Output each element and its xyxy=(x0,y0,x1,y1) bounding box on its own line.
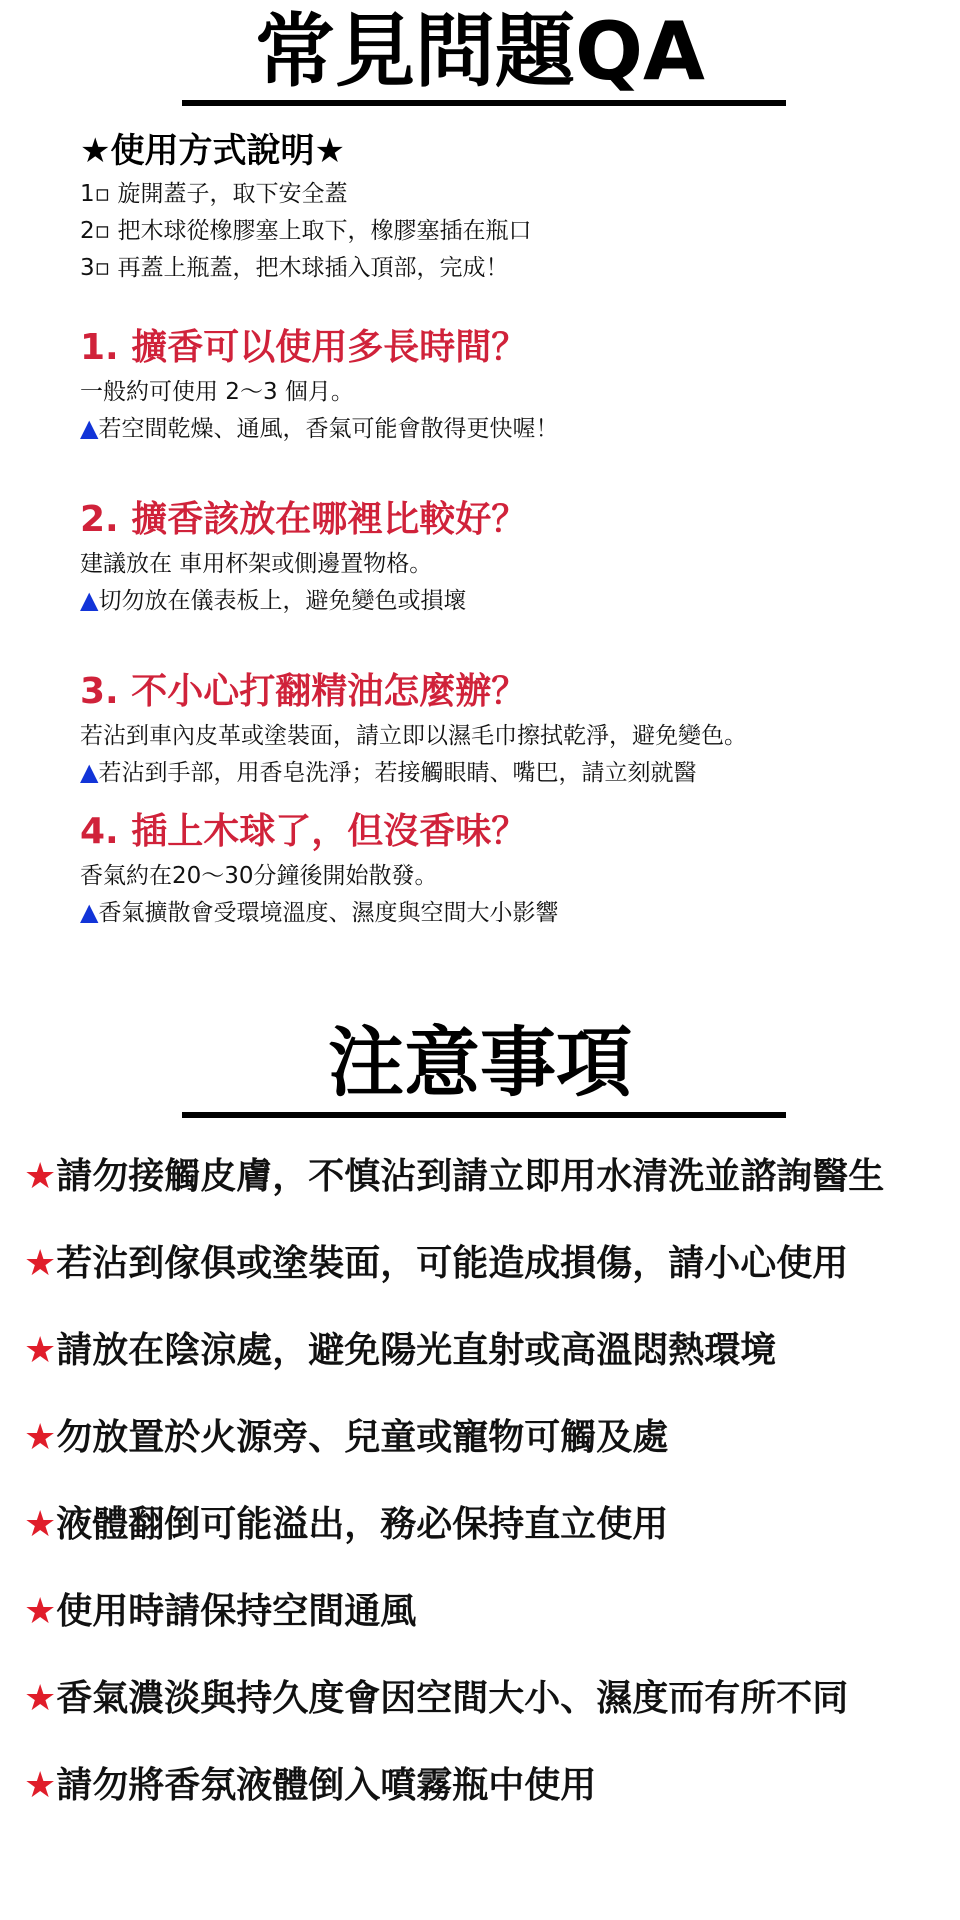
notice-item-text: 請勿接觸皮膚，不慎沾到請立即用水清洗並諮詢醫生 xyxy=(56,1156,885,1197)
faq-note xyxy=(80,894,900,931)
faq-answer: 一般約可使用 2～3 個月。 xyxy=(80,379,354,405)
star-icon: ★ xyxy=(24,1243,57,1284)
notice-item xyxy=(24,1500,944,1550)
star-icon: ★ xyxy=(24,1678,57,1719)
usage-step: 1▫ 旋開蓋子，取下安全蓋 xyxy=(80,181,348,207)
usage-heading: ★使用方式說明★ xyxy=(80,131,345,171)
faq-item-1 xyxy=(80,322,900,447)
star-icon: ★ xyxy=(24,1417,57,1458)
faq-question: 2. 擴香該放在哪裡比較好？ xyxy=(80,499,528,540)
usage-step: 2▫ 把木球從橡膠塞上取下，橡膠塞插在瓶口 xyxy=(80,218,532,244)
notice-item xyxy=(24,1326,944,1376)
faq-answer: 香氣約在20～30分鐘後開始散發。 xyxy=(80,863,438,889)
faq-title-underline xyxy=(182,100,786,106)
star-icon: ★ xyxy=(24,1591,57,1632)
notice-item xyxy=(24,1761,944,1811)
faq-item-2 xyxy=(80,494,900,619)
notice-item-text: 香氣濃淡與持久度會因空間大小、濕度而有所不同 xyxy=(56,1678,849,1719)
faq-question: 4. 插上木球了，但沒香味？ xyxy=(80,811,528,852)
triangle-icon: ▲ xyxy=(80,758,99,786)
notice-item xyxy=(24,1239,944,1289)
faq-item-3 xyxy=(80,666,900,791)
faq-note-text: 若空間乾燥、通風，香氣可能會散得更快喔！ xyxy=(98,416,559,442)
notice-item xyxy=(24,1587,944,1637)
notice-item xyxy=(24,1152,944,1202)
star-icon: ★ xyxy=(24,1504,57,1545)
faq-note-text: 香氣擴散會受環境溫度、濕度與空間大小影響 xyxy=(98,900,559,926)
notice-item-text: 請放在陰涼處，避免陽光直射或高溫悶熱環境 xyxy=(56,1330,777,1371)
notice-item-text: 使用時請保持空間通風 xyxy=(56,1591,417,1632)
notice-title-underline xyxy=(182,1112,786,1118)
faq-note xyxy=(80,582,900,619)
faq-note xyxy=(80,754,900,791)
faq-note xyxy=(80,410,900,447)
usage-section xyxy=(80,126,900,287)
triangle-icon: ▲ xyxy=(80,414,99,442)
notice-item xyxy=(24,1674,944,1724)
usage-step: 3▫ 再蓋上瓶蓋，把木球插入頂部，完成！ xyxy=(80,255,509,281)
notice-title: 注意事項 xyxy=(328,1018,632,1107)
faq-item-4 xyxy=(80,806,900,931)
faq-question: 1. 擴香可以使用多長時間？ xyxy=(80,327,528,368)
notice-item-text: 請勿將香氛液體倒入噴霧瓶中使用 xyxy=(56,1765,597,1806)
faq-question: 3. 不小心打翻精油怎麼辦？ xyxy=(80,671,528,712)
notice-item-text: 若沾到傢俱或塗裝面，可能造成損傷，請小心使用 xyxy=(56,1243,849,1284)
star-icon: ★ xyxy=(24,1330,57,1371)
star-icon: ★ xyxy=(24,1765,57,1806)
notice-item xyxy=(24,1413,944,1463)
faq-note-text: 切勿放在儀表板上，避免變色或損壞 xyxy=(98,588,467,614)
star-icon: ★ xyxy=(24,1156,57,1197)
faq-note-text: 若沾到手部，用香皂洗淨；若接觸眼睛、嘴巴，請立刻就醫 xyxy=(98,760,697,786)
faq-title: 常見問題QA xyxy=(255,5,705,98)
triangle-icon: ▲ xyxy=(80,898,99,926)
faq-answer: 若沾到車內皮革或塗裝面，請立即以濕毛巾擦拭乾淨，避免變色。 xyxy=(80,723,747,749)
notice-item-text: 液體翻倒可能溢出，務必保持直立使用 xyxy=(56,1504,669,1545)
triangle-icon: ▲ xyxy=(80,586,99,614)
faq-answer: 建議放在 車用杯架或側邊置物格。 xyxy=(80,551,433,577)
notice-item-text: 勿放置於火源旁、兒童或寵物可觸及處 xyxy=(56,1417,669,1458)
